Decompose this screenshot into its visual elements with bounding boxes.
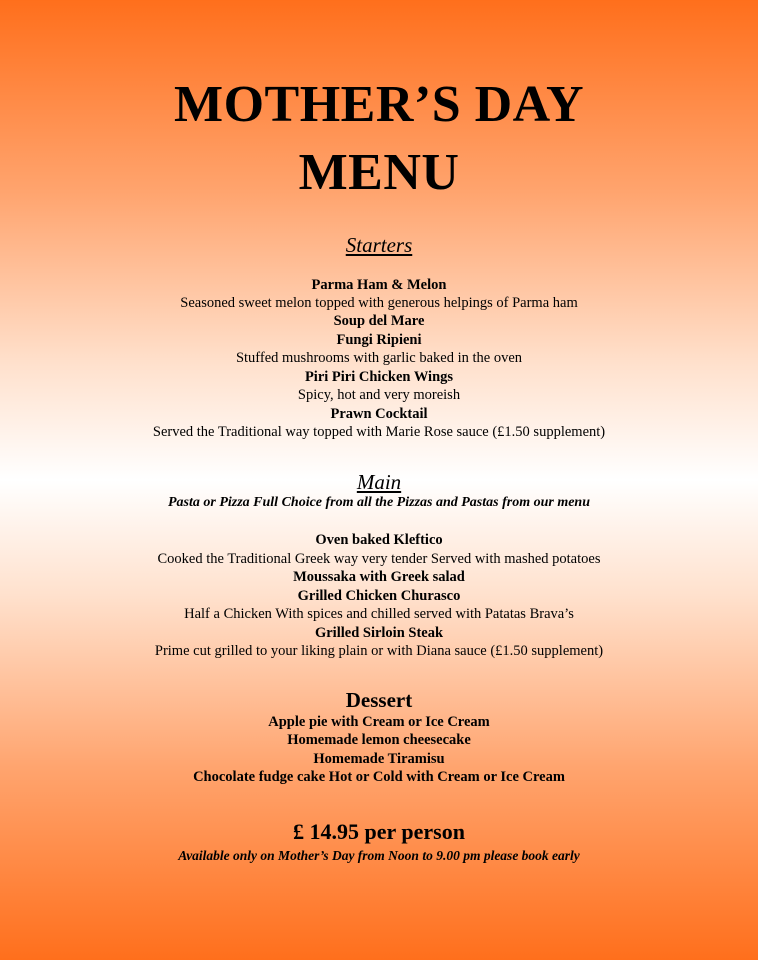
starter-name: Soup del Mare: [333, 313, 425, 329]
dessert-item: Apple pie with Cream or Ice Cream: [268, 714, 490, 730]
dessert-item: Homemade Tiramisu: [313, 751, 445, 767]
starter-description: Stuffed mushrooms with garlic baked in the oven: [235, 350, 523, 366]
main-name: Oven baked Kleftico: [315, 532, 443, 548]
dessert-heading: Dessert: [345, 688, 413, 712]
main-name: Grilled Chicken Churasco: [297, 588, 461, 604]
starter-name: Prawn Cocktail: [330, 406, 428, 422]
main-description: Cooked the Traditional Greek way very tender Served with mashed potatoes: [157, 551, 601, 567]
starters-heading: Starters: [345, 233, 413, 257]
dessert-item: Homemade lemon cheesecake: [287, 732, 471, 748]
menu-title-line1: MOTHER’S DAY: [173, 76, 584, 133]
dessert-item: Chocolate fudge cake Hot or Cold with Cream or Ice Cream: [193, 769, 565, 785]
main-description: Prime cut grilled to your liking plain or with Diana sauce (£1.50 supplement): [154, 643, 604, 659]
menu-title-line2: MENU: [298, 144, 460, 201]
starter-name: Fungi Ripieni: [336, 332, 422, 348]
main-subheading: Pasta or Pizza Full Choice from all the Pizzas and Pastas from our menu: [167, 495, 590, 510]
starter-description: Seasoned sweet melon topped with generous helpings of Parma ham: [180, 295, 578, 311]
starter-name: Piri Piri Chicken Wings: [304, 369, 454, 385]
starter-description: Served the Traditional way topped with Marie Rose sauce (£1.50 supplement): [152, 424, 606, 440]
starter-name: Parma Ham & Melon: [311, 277, 447, 293]
main-heading: Main: [356, 470, 402, 494]
main-description: Half a Chicken With spices and chilled served with Patatas Brava’s: [184, 606, 574, 622]
price: £ 14.95 per person: [293, 819, 465, 844]
main-name: Moussaka with Greek salad: [293, 569, 465, 585]
starter-description: Spicy, hot and very moreish: [297, 387, 461, 403]
availability-note: Available only on Mother’s Day from Noon to 9.00 pm please book early: [178, 848, 580, 863]
main-name: Grilled Sirloin Steak: [314, 625, 444, 641]
